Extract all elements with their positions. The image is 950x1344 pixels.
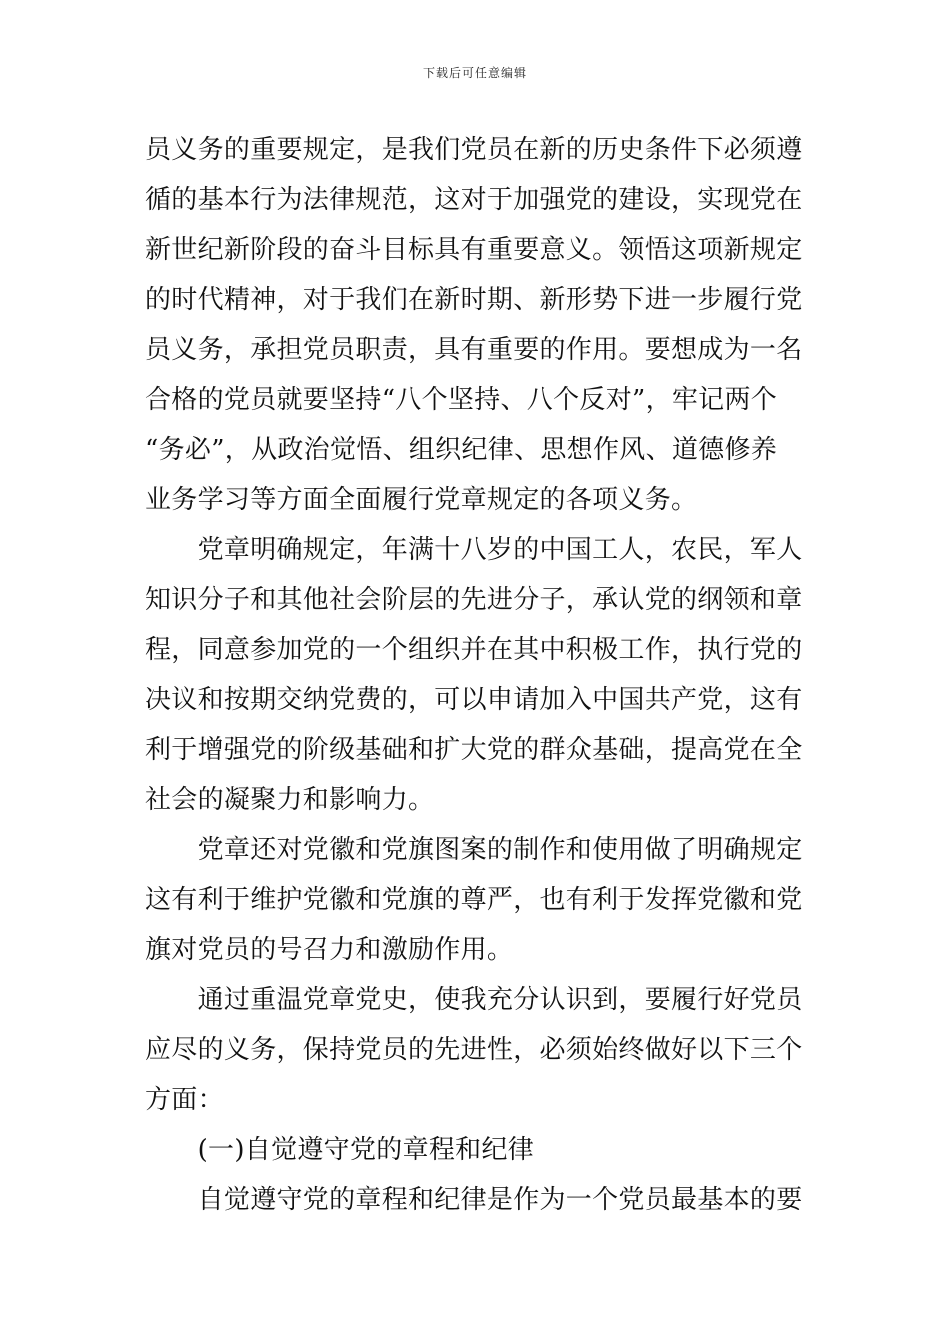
text-line: 应尽的义务，保持党员的先进性，必须始终做好以下三个 <box>145 1035 803 1065</box>
text-line: 的时代精神，对于我们在新时期、新形势下进一步履行党 <box>145 285 803 315</box>
text-line: 利于增强党的阶级基础和扩大党的群众基础，提高党在全 <box>145 735 803 765</box>
text-line: “务必”，从政治觉悟、组织纪律、思想作风、道德修养 <box>145 435 778 465</box>
section-heading: (一)自觉遵守党的章程和纪律 <box>145 1135 535 1165</box>
text-line: 党章还对党徽和党旗图案的制作和使用做了明确规定 <box>145 835 803 865</box>
text-line: 旗对党员的号召力和激励作用。 <box>145 935 514 965</box>
text-line: 知识分子和其他社会阶层的先进分子，承认党的纲领和章 <box>145 585 803 615</box>
text-line: 社会的凝聚力和影响力。 <box>145 785 435 815</box>
page-header: 下载后可任意编辑 <box>422 66 527 80</box>
text-line: 方面： <box>145 1085 224 1115</box>
text-line: 业务学习等方面全面履行党章规定的各项义务。 <box>145 485 698 515</box>
text-line: 这有利于维护党徽和党旗的尊严，也有利于发挥党徽和党 <box>145 885 803 915</box>
text-line: 员义务的重要规定，是我们党员在新的历史条件下必须遵 <box>145 135 803 165</box>
text-line: 循的基本行为法律规范，这对于加强党的建设，实现党在 <box>145 185 803 215</box>
text-line: 决议和按期交纳党费的，可以申请加入中国共产党，这有 <box>145 685 803 715</box>
document-body <box>145 125 805 1225</box>
text-line: 党章明确规定，年满十八岁的中国工人，农民，军人 <box>145 535 803 565</box>
text-line: 通过重温党章党史，使我充分认识到，要履行好党员 <box>145 985 803 1015</box>
text-line: 程，同意参加党的一个组织并在其中积极工作，执行党的 <box>145 635 803 665</box>
text-line: 自觉遵守党的章程和纪律是作为一个党员最基本的要 <box>145 1185 803 1215</box>
text-line: 合格的党员就要坚持“八个坚持、八个反对”，牢记两个 <box>145 385 778 415</box>
text-line: 员义务，承担党员职责，具有重要的作用。要想成为一名 <box>145 335 803 365</box>
text-line: 新世纪新阶段的奋斗目标具有重要意义。领悟这项新规定 <box>145 235 803 265</box>
